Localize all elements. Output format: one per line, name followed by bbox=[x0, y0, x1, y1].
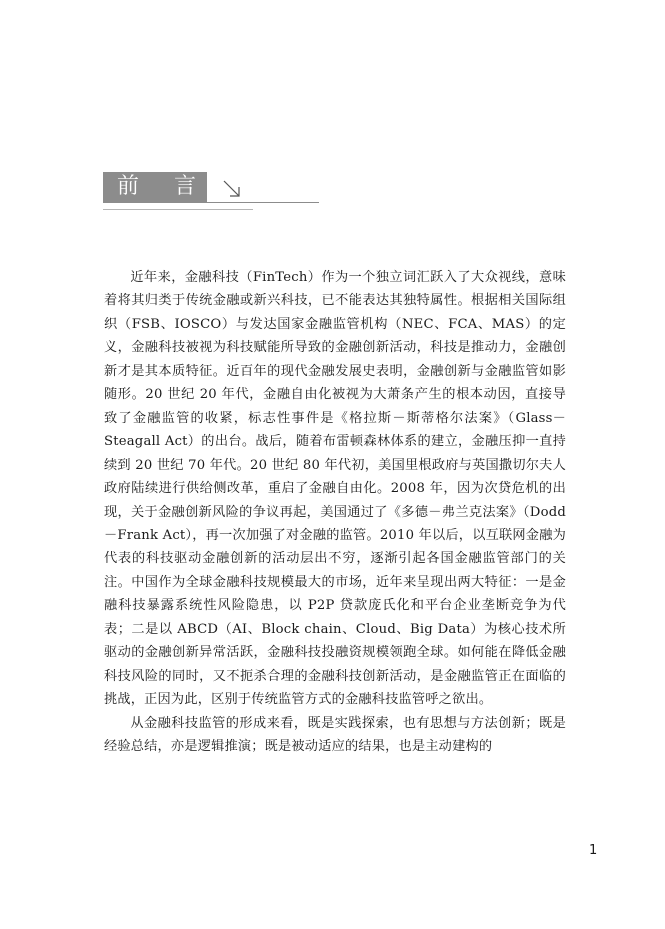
body-text bbox=[104, 266, 566, 759]
paragraph-1: 近年来，金融科技（FinTech）作为一个独立词汇跃入了大众视线，意味着将其归类于传统金融或新兴科技，已不能表达其独特属性。根据相关国际组织（FSB、IOSCO）与发达国家金融监管机构（NEC、FCA、MAS）的定义，金融科技被视为科技赋能所导致的金融创新活动，科技是推动力，金融创新才是其本质特征。近百年的现代金融发展史表明，金融创新与金融监管如影随形。20 世纪 20 年代，金融自由化被视为大萧条产生的根本动因，直接导致了金融监管的收紧，标志性事件是《格拉斯－斯蒂格尔法案》（Glass－Steagall Act）的出台。战后，随着布雷顿森林体系的建立，金融压抑一直持续到 20 世纪 70 年代。20 世纪 80 年代初，美国里根政府与英国撒切尔夫人政府陆续进行供给侧改革，重启了金融自由化。2008 年，因为次贷危机的出现，关于金融创新风险的争议再起，美国通过了《多德－弗兰克法案》（Dodd－Frank Act），再一次加强了对金融的监管。2010 年以后，以互联网金融为代表的科技驱动金融创新的活动层出不穷，逐渐引起各国金融监管部门的关注。中国作为全球金融科技规模最大的市场，近年来呈现出两大特征：一是金融科技暴露系统性风险隐患，以 P2P 贷款庞氏化和平台企业垄断竞争为代表；二是以 ABCD（AI、Block chain、Cloud、Big Data）为核心技术所驱动的金融创新异常活跃，金融科技投融资规模领跑全球。如何能在降低金融科技风险的同时，又不扼杀合理的金融科技创新活动，是金融监管正在面临的挑战，正因为此，区别于传统监管方式的金融科技监管呼之欲出。 bbox=[104, 270, 566, 708]
heading-underline bbox=[103, 209, 253, 210]
heading-rule bbox=[103, 202, 319, 203]
page-number: 1 bbox=[589, 843, 598, 858]
section-heading bbox=[103, 172, 319, 212]
arrow-down-right-icon bbox=[221, 178, 243, 200]
paragraph-2: 从金融科技监管的形成来看，既是实践探索，也有思想与方法创新；既是经验总结，亦是逻辑推演；既是被动适应的结果，也是主动建构的 bbox=[104, 715, 566, 755]
page-title: 前 言 bbox=[117, 174, 210, 199]
heading-label-box bbox=[103, 172, 210, 203]
